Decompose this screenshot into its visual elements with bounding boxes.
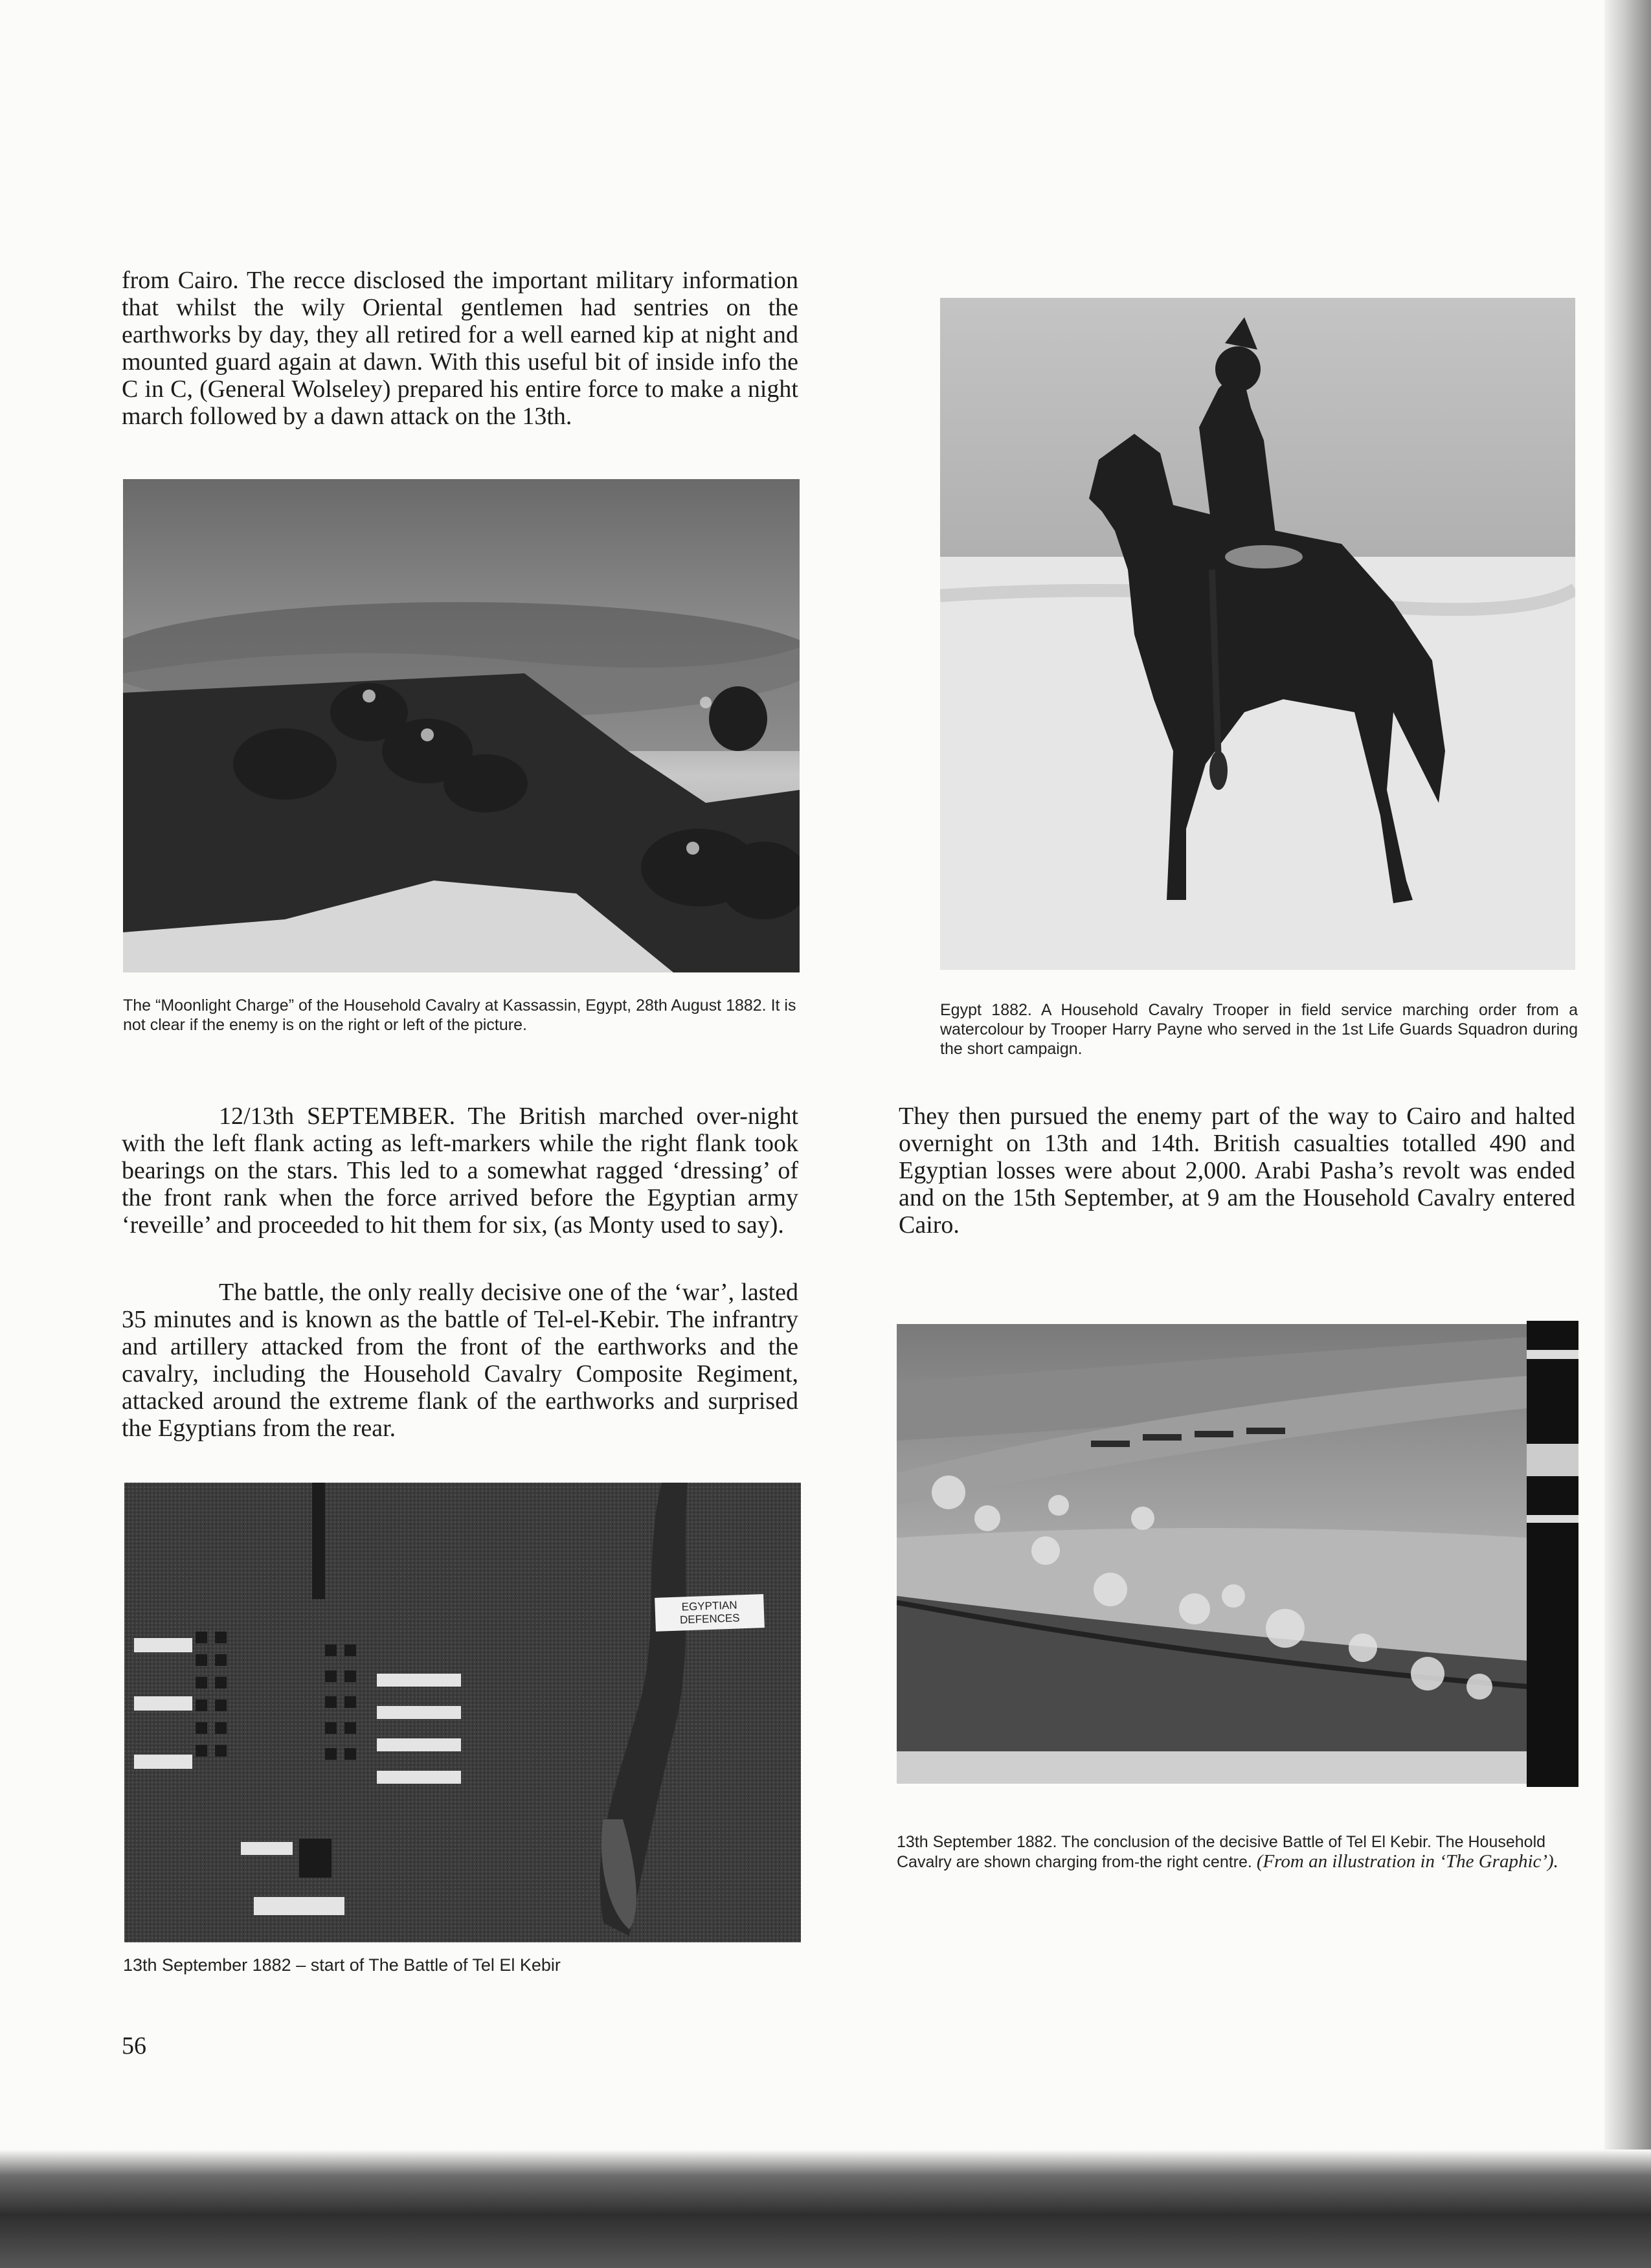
- battle-illustration-caption: [897, 1832, 1573, 1872]
- page-number: 56: [122, 2032, 146, 2060]
- illustration-side-strip: [1527, 1321, 1578, 1787]
- bottom-edge-shadow: [0, 2150, 1651, 2268]
- battle-caption-main: 13th September 1882. The conclusion of the decisive Battle of Tel El Kebir. The Household Cavalry are shown charging from-the right centre.: [897, 1833, 1546, 1871]
- strip-tab: [1527, 1350, 1578, 1359]
- battle-illustration-photo: [897, 1324, 1528, 1784]
- diorama-caption: 13th September 1882 – start of The Battle of Tel El Kebir: [123, 1955, 561, 1975]
- diorama-photo: [124, 1483, 801, 1942]
- intro-paragraph: from Cairo. The recce disclosed the important military information that whilst the wily Oriental gentlemen had sentries on the earthworks by day, they all retired for a well earned kip at night and mounted guard again at dawn. With this useful bit of inside info the C in C, (General Wolseley) prepared his entire force to make a night march followed by a dawn attack on the 13th.: [122, 267, 798, 430]
- strip-tab: [1527, 1444, 1578, 1476]
- page-edge-shadow: [1604, 0, 1651, 2268]
- pursuit-paragraph: They then pursued the enemy part of the way to Cairo and halted overnight on 13th and 14th. British casualties totalled 490 and Egyptian losses were about 2,000. Arabi Pasha’s revolt was ended and on the 15th September, at 9 am the Household Cavalry entered Cairo.: [899, 1103, 1575, 1239]
- moonlight-charge-caption: The “Moonlight Charge” of the Household Cavalry at Kassassin, Egypt, 28th August 1882. It is not clear if the enemy is on the right or left of the picture.: [123, 996, 796, 1034]
- egyptian-defences-label: EGYPTIAN DEFENCES: [655, 1594, 765, 1632]
- battle-paragraph: The battle, the only really decisive one of the ‘war’, lasted 35 minutes and is known as the battle of Tel-el-Kebir. The infrantry and artillery attacked from the front of the earthworks and the cavalry, including the Household Cavalry Composite Regiment, attacked around the extreme flank of the earthworks and surprised the Egyptians from the rear.: [122, 1279, 798, 1442]
- september-paragraph: 12/13th SEPTEMBER. The British marched over-night with the left flank acting as left-markers while the right flank took bearings on the stars. This led to a somewhat ragged ‘dressing’ of the front rank when the force arrived before the Egyptian army ‘reveille’ and proceeded to hit them for six, (as Monty used to say).: [122, 1103, 798, 1239]
- trooper-caption: Egypt 1882. A Household Cavalry Trooper in field service marching order from a watercolour by Trooper Harry Payne who served in the 1st Life Guards Squadron during the short campaign.: [940, 1001, 1578, 1058]
- battle-caption-source: (From an illustration in ‘The Graphic’).: [1256, 1851, 1558, 1872]
- moonlight-charge-photo: [123, 479, 800, 972]
- trooper-watercolour-photo: [940, 298, 1575, 970]
- strip-tab: [1527, 1515, 1578, 1523]
